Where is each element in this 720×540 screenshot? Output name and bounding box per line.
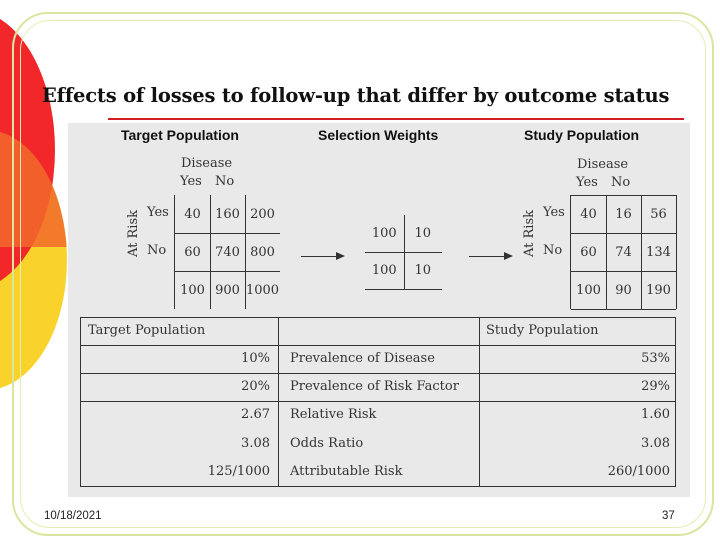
slide-date: 10/18/2021 [44,510,102,522]
target-table-line [175,233,280,234]
target-population-header: Target Population [121,127,239,143]
title-underline [108,118,684,120]
target-table-line [174,195,175,309]
table-cell: 90 [615,282,632,298]
comparison-target-value: 20% [241,379,270,394]
study-population-table [571,195,676,309]
arrow-right-icon [469,256,511,257]
arrow-right-icon [301,256,343,257]
study-at-risk-label: At Risk [522,209,538,258]
comparison-measure-label: Prevalence of Risk Factor [290,379,459,394]
comparison-line [479,317,480,487]
slide-title: Effects of losses to follow-up that differ by outcome status [42,84,670,107]
study-population-header: Study Population [524,127,640,143]
target-table-line [175,271,280,272]
selection-bias-figure [68,123,690,497]
comparison-header-study: Study Population [486,323,599,338]
selection-weights-header: Selection Weights [318,127,439,143]
study-disease-label: Disease [577,157,629,172]
comparison-study-value: 29% [641,379,670,394]
comparison-study-value: 1.60 [641,407,670,422]
target-table-line [210,195,211,309]
target-disease-label: Disease [181,156,233,171]
table-cell: 60 [580,244,597,260]
comparison-line [80,486,676,487]
comparison-measure-label: Prevalence of Disease [290,351,435,366]
table-cell: 10 [414,226,432,241]
comparison-study-value: 3.08 [641,436,670,451]
weights-table-line [365,289,442,290]
comparison-line [675,317,676,487]
comparison-measure-label: Relative Risk [290,407,377,422]
comparison-table [80,317,676,487]
table-cell: 134 [646,244,671,260]
table-cell: 160 [215,206,240,222]
study-table-line [570,195,571,309]
target-risk-no: No [147,243,167,258]
comparison-line [80,401,676,402]
comparison-target-value: 10% [241,351,270,366]
comparison-target-value: 125/1000 [207,464,270,479]
study-disease-yes: Yes [576,175,598,190]
table-cell: 200 [250,206,275,222]
study-table-line [571,271,676,272]
table-cell: 1000 [245,282,280,298]
table-cell: 16 [615,206,632,222]
comparison-target-value: 3.08 [241,436,270,451]
study-table-line [571,233,676,234]
table-cell: 40 [580,206,597,222]
comparison-line [80,317,81,487]
table-cell: 190 [646,282,671,298]
table-cell: 60 [184,244,201,260]
comparison-line [278,317,279,487]
table-cell: 100 [371,226,397,241]
comparison-study-value: 260/1000 [607,464,670,479]
comparison-line [80,317,676,318]
table-cell: 100 [371,263,397,278]
weights-table-line [365,252,442,253]
table-cell: 900 [215,282,240,298]
table-cell: 740 [215,244,240,260]
target-at-risk-label: At Risk [126,209,142,258]
study-risk-yes: Yes [543,205,565,220]
comparison-line [80,373,676,374]
comparison-measure-label: Odds Ratio [290,436,364,451]
study-disease-no: No [611,175,631,190]
target-table-line [245,195,246,309]
comparison-header-target: Target Population [88,323,206,338]
comparison-study-value: 53% [641,351,670,366]
study-table-line [606,195,607,309]
study-table-line [676,195,677,309]
table-cell: 800 [250,244,275,260]
target-disease-no: No [215,174,235,189]
study-table-line [641,195,642,309]
slide-page-number: 37 [662,510,675,522]
study-table-line [571,195,676,196]
target-risk-yes: Yes [147,205,169,220]
table-cell: 10 [414,263,432,278]
target-disease-yes: Yes [180,174,202,189]
table-cell: 100 [576,282,601,298]
comparison-target-value: 2.67 [241,407,270,422]
comparison-line [80,345,676,346]
study-risk-no: No [543,243,563,258]
table-cell: 100 [180,282,205,298]
target-population-table [175,195,280,309]
comparison-measure-label: Attributable Risk [290,464,403,479]
table-cell: 40 [184,206,201,222]
study-table-line [571,309,676,310]
table-cell: 56 [650,206,667,222]
table-cell: 74 [615,244,632,260]
